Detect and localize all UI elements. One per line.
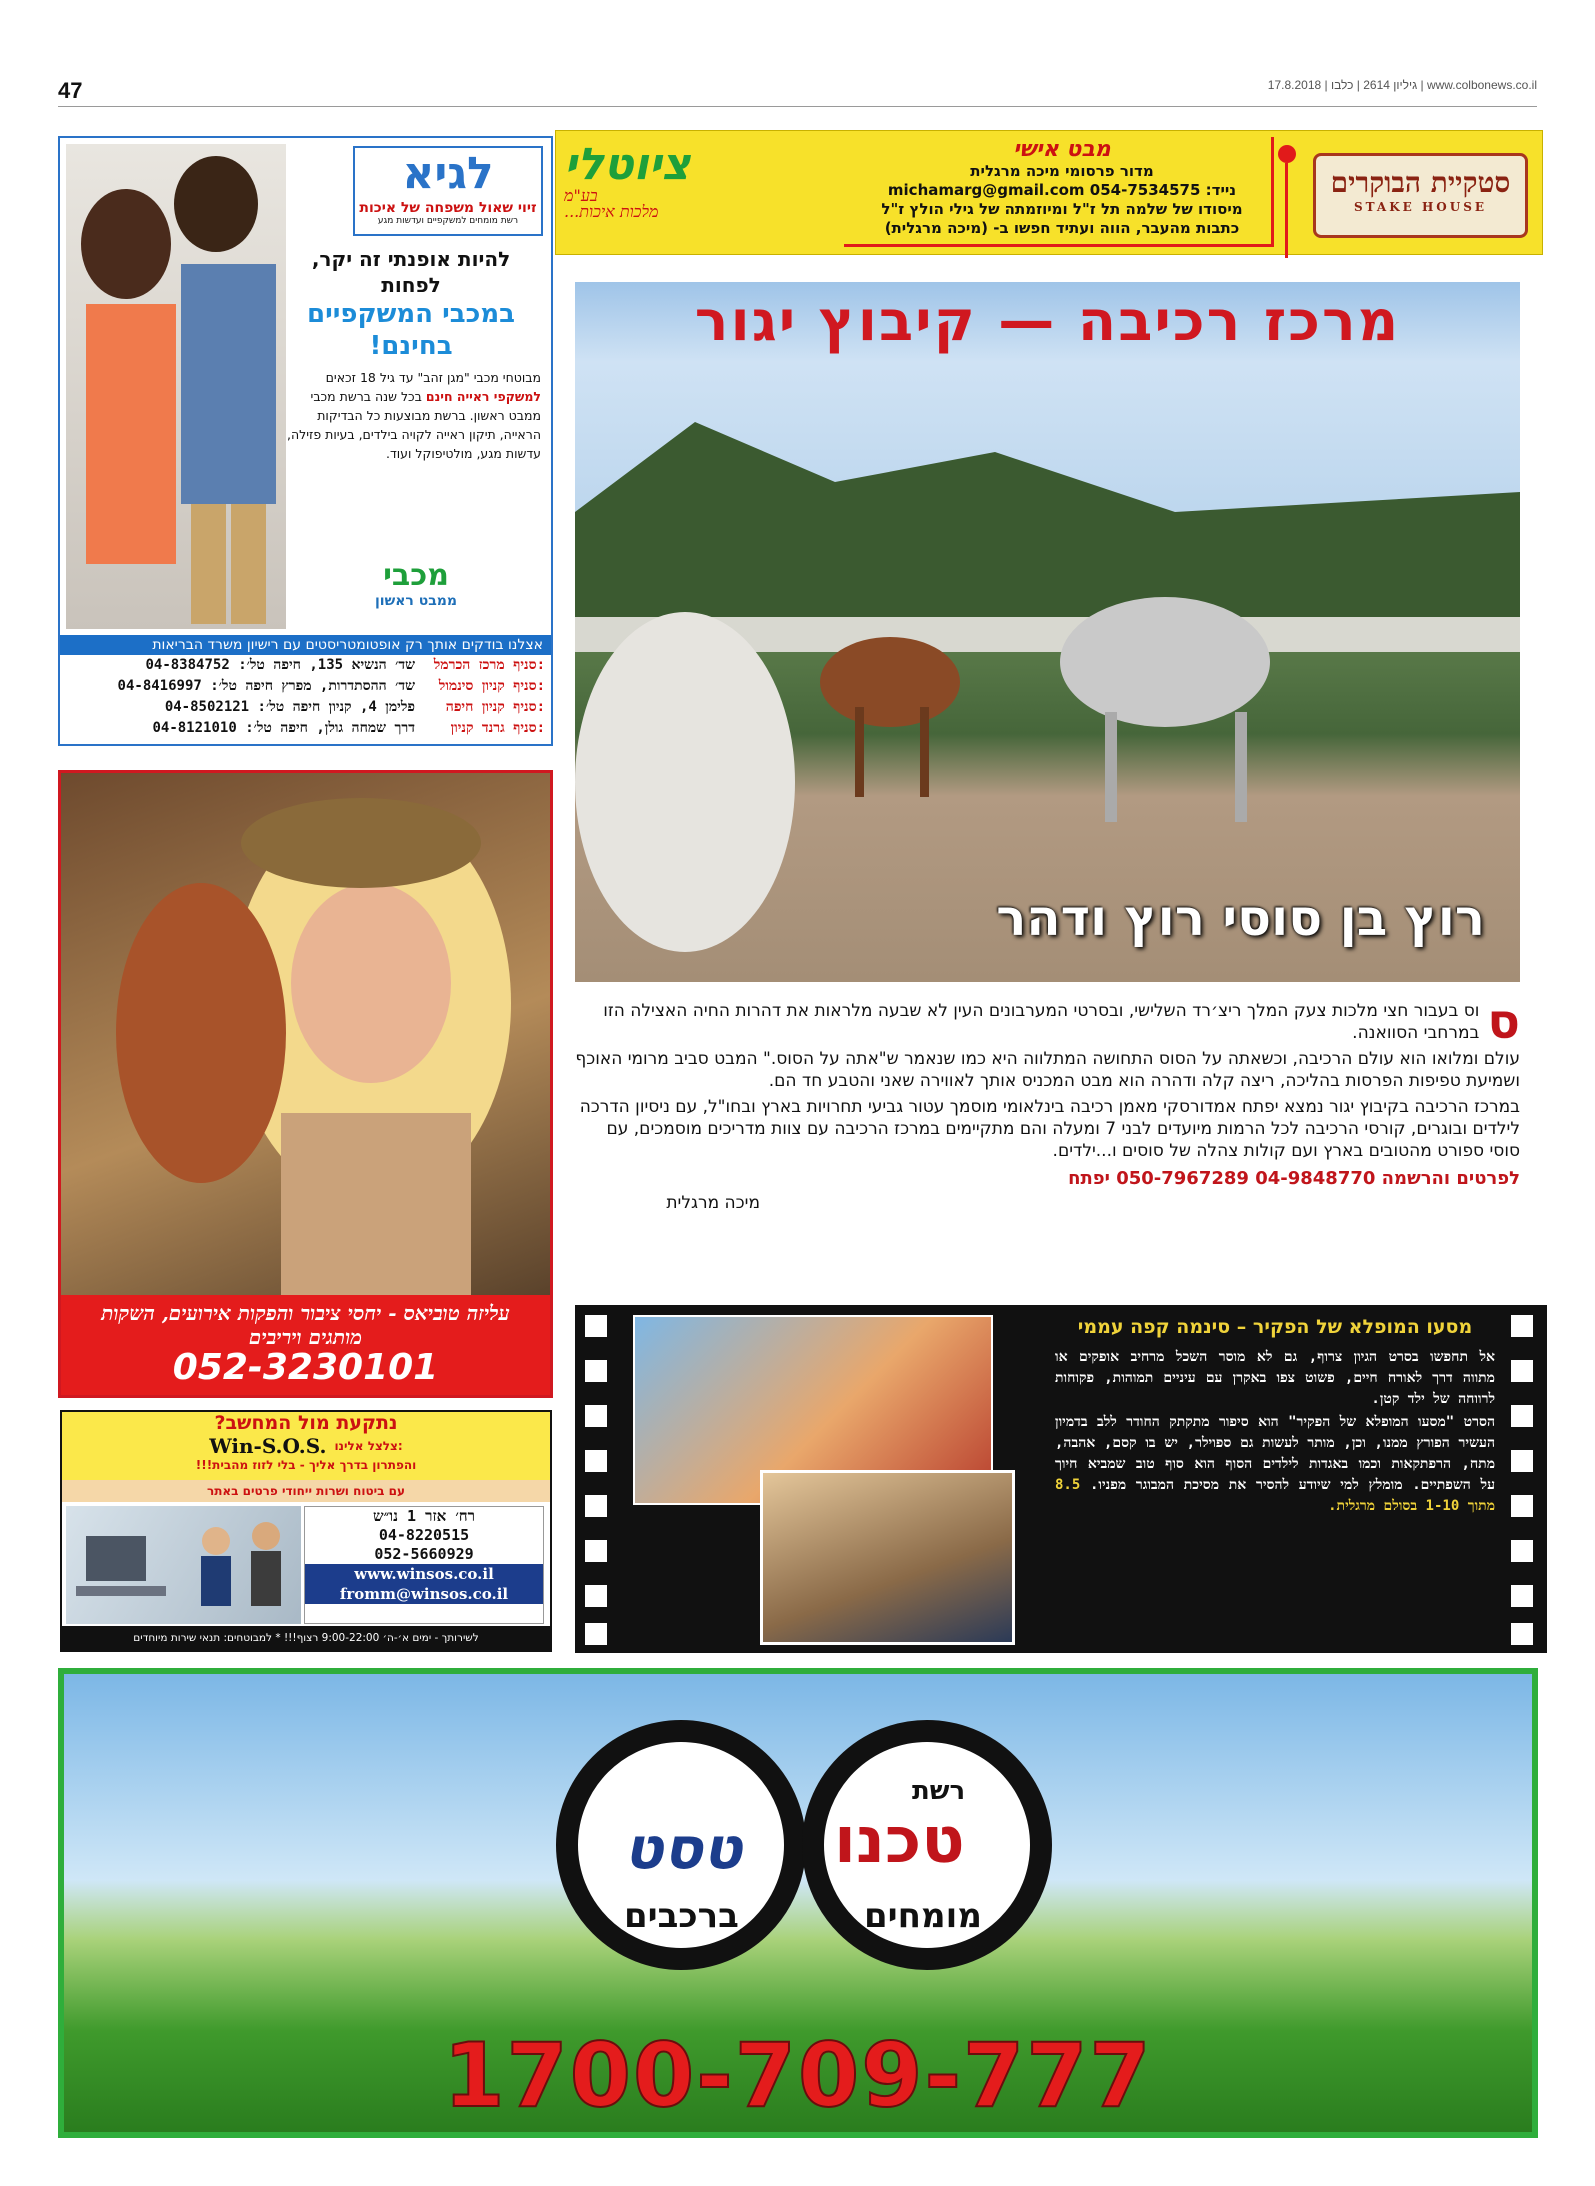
- winsos-header: [62, 1412, 550, 1480]
- winsos-strip: עם ביטוח ושרות ייחודי פרטים באתר: [62, 1480, 550, 1502]
- branch-row: [60, 718, 551, 739]
- article-contact: לפרטים והרשמה 04-9848770 050-7967289 יפתח: [1068, 1168, 1520, 1189]
- film-perforations-left: [585, 1305, 615, 1653]
- movie-still: [760, 1470, 1015, 1645]
- masthead: 17.8.2018 | גיליון 2614 | כלבו | www.colbonews.co.il: [1267, 78, 1537, 92]
- branch-row: [60, 655, 551, 676]
- optic-body-text: מבוטחי מכבי "מגן זהב" עד גיל 18 זכאים: [325, 370, 541, 385]
- branch-row: [60, 676, 551, 697]
- article-body: [575, 994, 1520, 1213]
- pin-icon: [1278, 145, 1296, 163]
- winsos-contact-card: [304, 1506, 544, 1624]
- optic-body-highlight: למשקפי ראייה חינם: [425, 389, 541, 404]
- article-paragraph: במרכז הרכיבה בקיבוץ יגור נמצא יפתח אמדורסקי מאמן רכיבה בינלאומי מוסמך עטור גביעי תחרויות בארץ ובחו"ל, עם ניסיון הדרכה לילדים ובוגרים, קורסי הרכיבה לכל הרמות מיועדים לבני 7 ומעלה והם מתקיימים במרכז הרכיבה עם צוות מדריכים מוסמכים, עם סוסי ספורט מהטובים בארץ ועם קולות צהלה של סוסים ו...ילדים.: [579, 1097, 1520, 1161]
- branch-name: סניף קניון סינמול:: [438, 678, 545, 694]
- article-headline: מרכז רכיבה — קיבוץ יגור: [694, 289, 1401, 354]
- makabi-sub: ממבט ראשון: [374, 593, 458, 609]
- test-logo: טסט: [624, 1814, 743, 1882]
- steak-house-logo: [1313, 153, 1528, 238]
- optic-logo-name: לגיא: [402, 148, 494, 199]
- movie-review-text: [1055, 1315, 1495, 1517]
- steak-house-name: סטקיית הבוקרים: [1330, 166, 1511, 199]
- optic-headline: להיות אופנתי זה יקר, לפחות: [311, 247, 511, 297]
- winsos-ad: [60, 1410, 552, 1652]
- pin-line: [1285, 163, 1288, 258]
- branch-address: שד׳ ההסתדרות, מפרץ חיפה טל׳: 04-8416997: [117, 678, 415, 694]
- optic-logo-sub: זיוי שאול משפחה של איכות: [359, 200, 537, 216]
- article-paragraph: וס בעבור חצי מלכות צעק המלך ריצ׳רד השלישי, ובסרטי המערבונים העין לא שבעה מלראות את דהרות החיה האצילה הזו במרחבי הסוואנה.: [603, 1001, 1480, 1043]
- tzitli-ltd: בע"מ: [564, 186, 598, 205]
- horse-riding-photo: [575, 362, 1520, 982]
- event-label: [61, 1295, 550, 1395]
- winsos-phone: 052-5660929: [374, 1545, 474, 1563]
- techno-test-ad: [58, 1668, 1538, 2138]
- branch-list: [60, 635, 551, 744]
- credit-line: נייד: 054-7534575 michamarg@gmail.com: [887, 181, 1237, 199]
- winsos-website: www.winsos.co.il: [305, 1564, 543, 1584]
- column-credits: [852, 137, 1272, 238]
- top-banner-ad: [555, 130, 1543, 255]
- computer-icon: [66, 1506, 301, 1624]
- movie-paragraph: אל תחפשו בסרט הגיון צרוף, גם לא מוסר השכל מרחיב אופקים או מתווה דרך לאורח חיים, פשוט צפו באקרן עם עיניים תמוהות, פקוחות לרווחה של ילד קטן.: [1055, 1349, 1495, 1407]
- movie-paragraph: [1055, 1412, 1495, 1517]
- article-paragraph: עולם ומלואו הוא עולם הרכיבה, וכשאתה על הסוס התחושה המתלווה היא כמו שנאמר ש"אתה על הסוס." המבט סביב מרומי האוכף ושמיעת טפיפות הפרסות בהליכה, ריצה קלה ודהרה הוא מבט המכניס אותך לאווירה שאני והטבע חד הם.: [575, 1049, 1520, 1091]
- optic-logo-tag: רשת מומחים למשקפיים ועדשות מגע: [377, 216, 519, 226]
- techno-experts: מומחים: [864, 1896, 982, 1936]
- kids-glasses-photo: [66, 144, 286, 629]
- winsos-brand: Win-S.O.S.: [209, 1434, 327, 1458]
- winsos-email: fromm@winsos.co.il: [305, 1584, 543, 1604]
- winsos-call-line: [62, 1434, 550, 1458]
- optic-body-text: בכל שנה ברשת מכבי ממבט ראשון. ברשת מבוצעות כל הבדיקות הראייה, תיקון ראייה לקויה בילדים, בעיות פזילה, עדשות מגע, מולטיפוקל ועוד.: [286, 389, 541, 461]
- techno-phone: 1700-709-777: [443, 2024, 1153, 2127]
- winsos-question: נתקעת מול המחשב?: [214, 1412, 398, 1434]
- movie-paragraph-text: הסרט "מסעו המופלא של הפקיר" הוא סיפור מתקתק החודר ללב בדמיון העשיר הפורץ ממנו, וכן, מותר לעשות גם ספוילר, יש בו קסם, אהבה, מתח, הרפתקאות וכמו באגדות לילדים הסוף הוא סוף טוב שמביא חיוך על השפתיים. מומלץ למי שיודע להסיר את מסיכת המבוגר מפניו.: [1055, 1414, 1495, 1493]
- winsos-solution: והפתרון בדרך אליך - בלי לזוז מהבית!!!: [195, 1458, 417, 1472]
- makabi-name: מכבי: [383, 558, 449, 593]
- techno-network: רשת: [912, 1776, 966, 1806]
- winsos-call: צלצל אלינו:: [334, 1439, 403, 1453]
- column-title: מבט אישי: [1013, 137, 1111, 162]
- branch-list-title: אצלנו בודקים אותך רק אופטומטריסטים עם רישיון משרד הבריאות: [60, 635, 551, 655]
- tzitli-logo: [564, 139, 834, 247]
- winsos-phone: 04-8220515: [378, 1526, 470, 1544]
- tzitli-slogan: ...מלכות איכות: [564, 202, 659, 221]
- computer-users-illustration: [66, 1506, 301, 1624]
- event-phone: 052-3230101: [172, 1347, 439, 1388]
- photo-caption: רוץ בן סוסי רוץ ודהר: [996, 889, 1485, 947]
- branch-address: פלימן 4, קניון חיפה טל׳: 04-8502121: [164, 699, 415, 715]
- optic-logo: [353, 146, 543, 236]
- branch-name: סניף מרכז הכרמל:: [433, 657, 545, 673]
- film-perforations-right: [1511, 1305, 1541, 1653]
- article-byline: מיכה מרגלית: [666, 1193, 760, 1213]
- branch-row: [60, 697, 551, 718]
- credit-line: מיסודו של שלמה תל ז"ל ומיוזמתה של גילי הולץ ז"ל: [881, 200, 1243, 218]
- optic-copy: [281, 246, 541, 463]
- steak-house-name-en: STAKE HOUSE: [1353, 200, 1488, 214]
- tzitli-name: ציוטלי: [564, 139, 691, 190]
- credit-line: כתבות מהעבר, הווה ועתיד חפשו ב- (מיכה מרגלית): [884, 219, 1240, 237]
- article-headline-bar: [575, 282, 1520, 362]
- branch-name: סניף קניון חיפה:: [445, 699, 545, 715]
- movie-score: 8.5 מתוך 1-10 בסולם מרגלית.: [1055, 1477, 1495, 1514]
- optic-offer: במכבי המשקפיים בחינם!: [306, 299, 515, 361]
- page-number: 47: [58, 78, 83, 103]
- winsos-hours: לשירותך - ימים א׳-ה׳ 9:00-22:00 רצוף!!! * למבוטחים: תנאי שירות מיוחדים: [62, 1626, 550, 1650]
- optic-body: [281, 368, 541, 463]
- event-description: עליזה טוביאס - יחסי ציבור והפקות אירועים, השקות מותגים ויריבים: [101, 1301, 510, 1349]
- techno-cars: ברכבים: [624, 1896, 739, 1936]
- header-divider: [58, 106, 1537, 107]
- optic-ad: [58, 136, 553, 746]
- movie-review: [575, 1305, 1547, 1653]
- drop-cap: ס: [1487, 994, 1520, 1050]
- event-ad: [58, 770, 553, 1398]
- branch-address: דרך שמחה גולן, חיפה טל׳: 04-8121010: [152, 720, 415, 736]
- credit-line: מדור פרסומי מיכה מרגלית: [970, 162, 1154, 180]
- winsos-address: רח׳ אזר 1 נו״ש: [372, 1507, 476, 1525]
- kids-illustration: [66, 144, 286, 629]
- branch-address: שד׳ הנשיא 135, חיפה טל׳: 04-8384752: [145, 657, 415, 673]
- branch-name: סניף גרנד קניון:: [450, 720, 545, 736]
- makabi-logo: [341, 558, 491, 609]
- movie-title: מסעו המופלא של הפקיר – סינמה קפה עממי: [1077, 1316, 1473, 1338]
- techno-name: טכנו: [834, 1804, 965, 1878]
- woman-mask-photo: [61, 773, 550, 1295]
